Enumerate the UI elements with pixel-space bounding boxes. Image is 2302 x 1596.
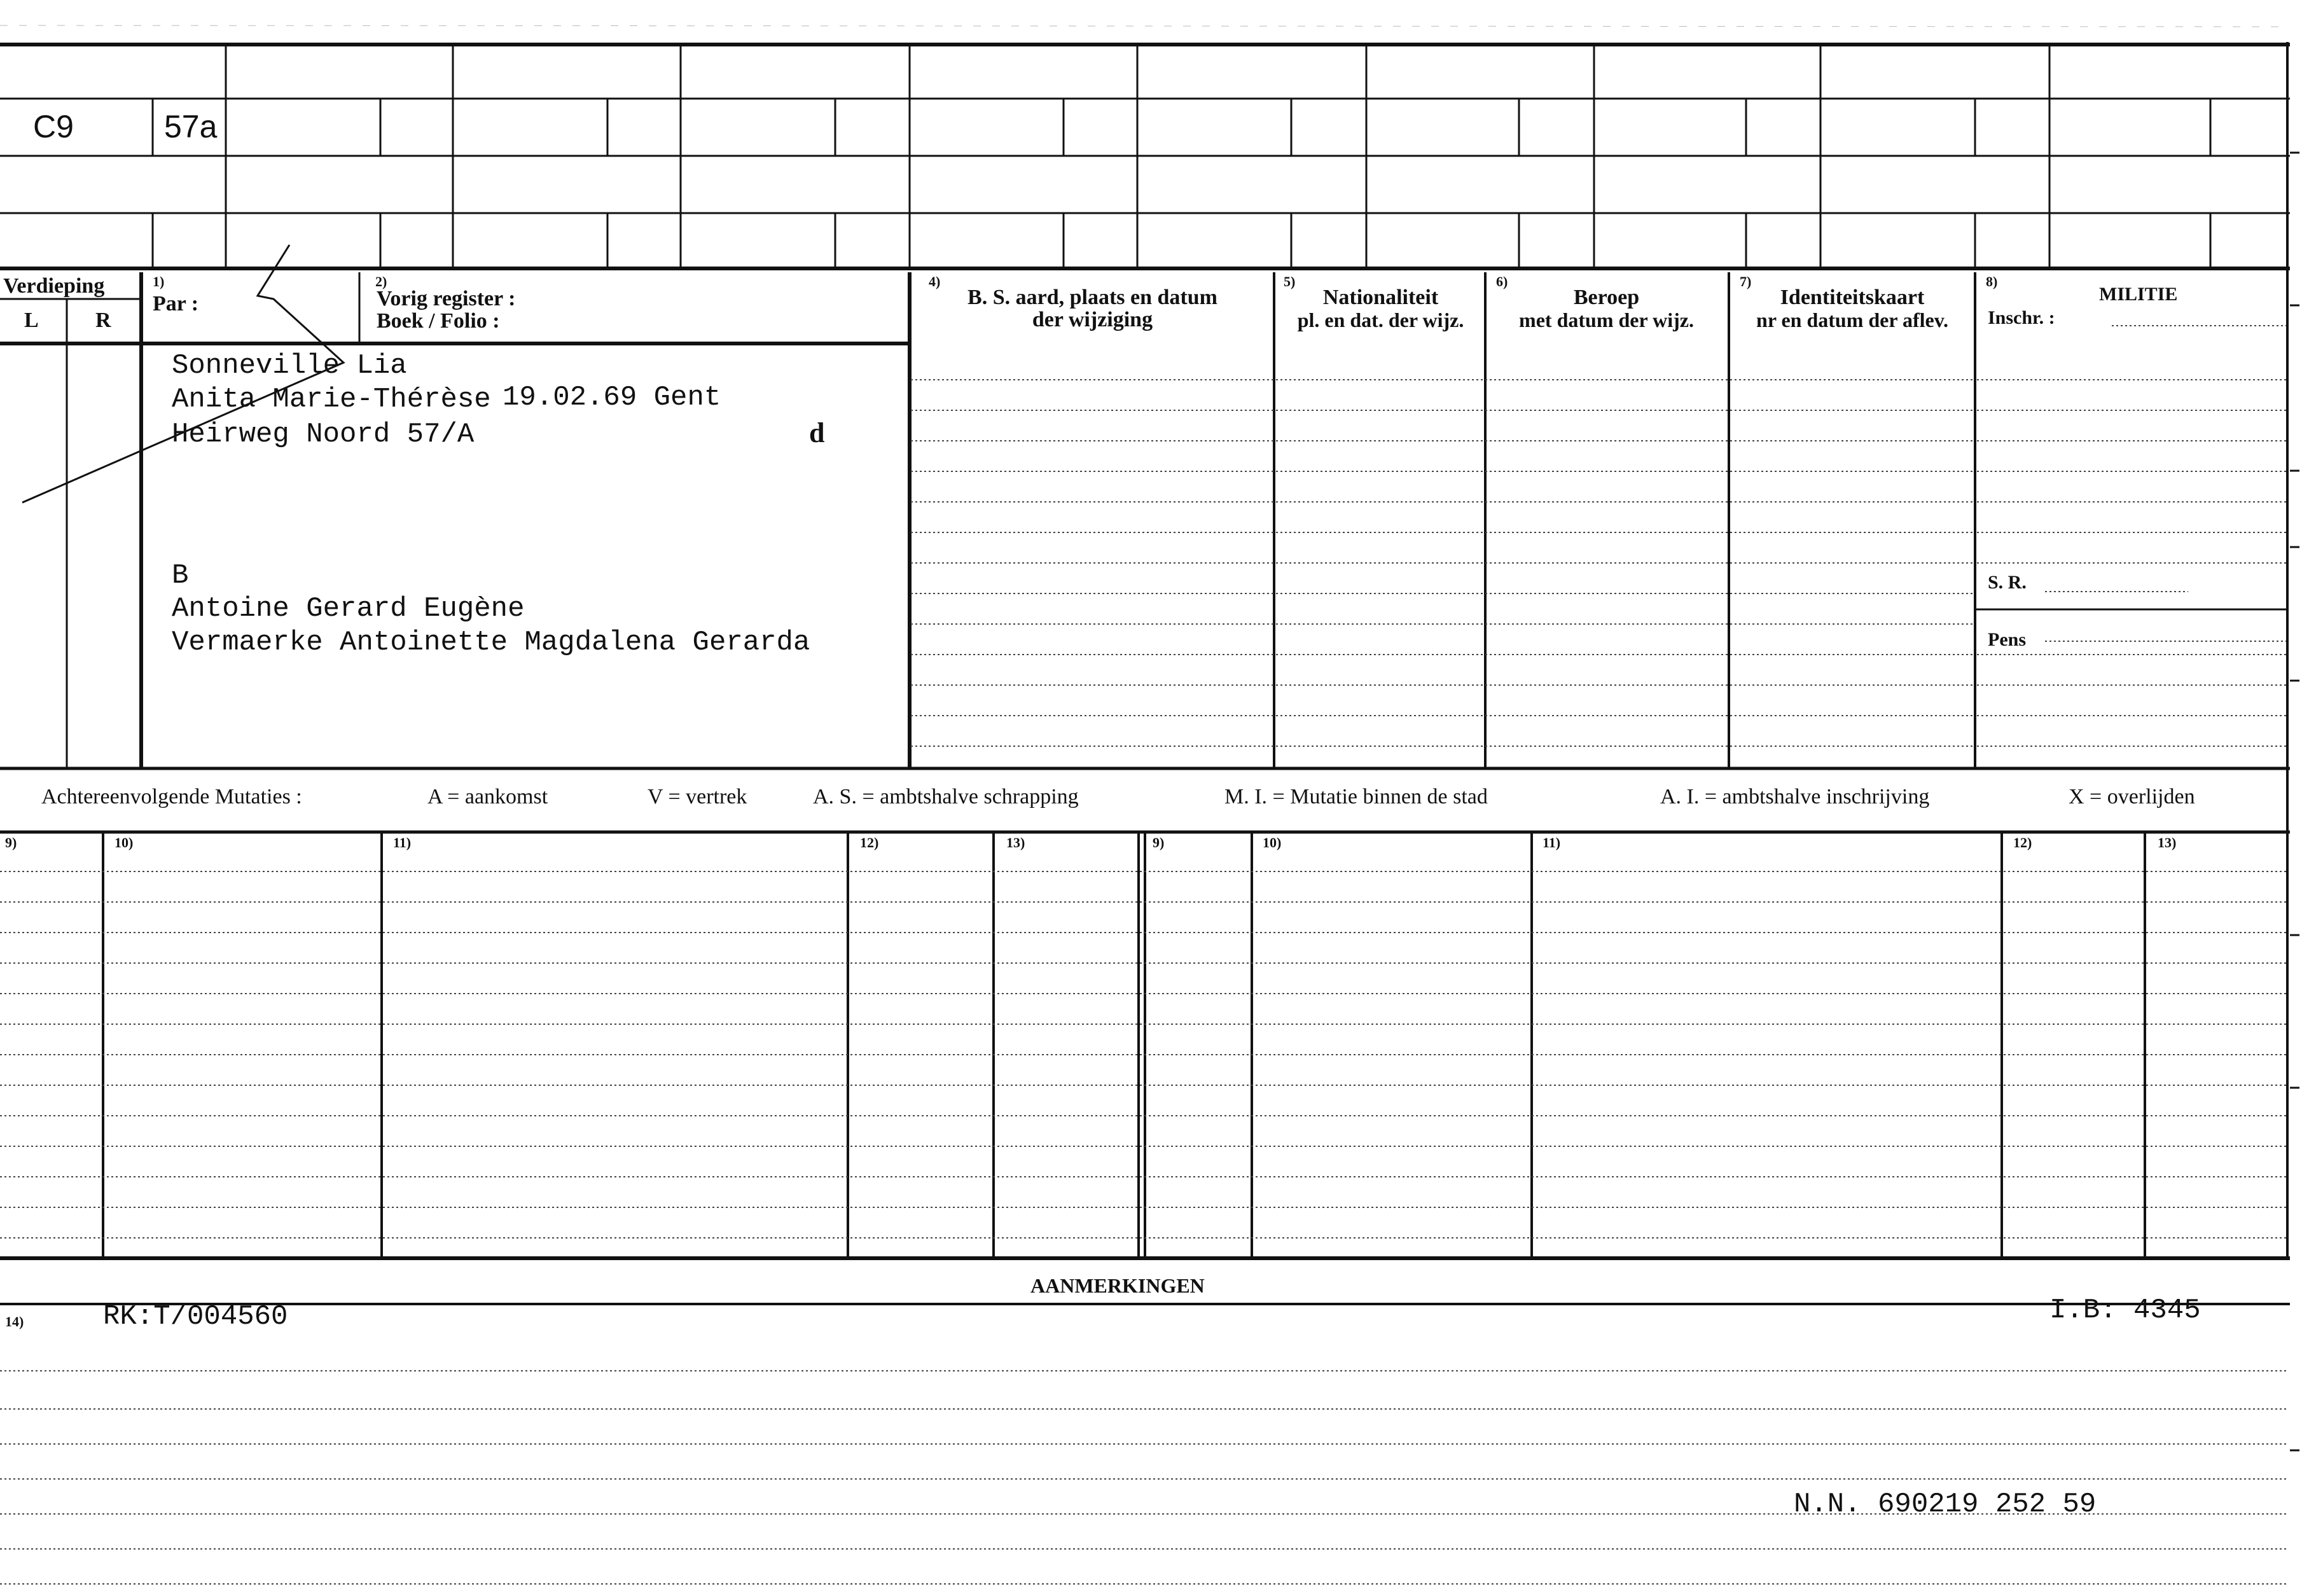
header-r: R — [95, 309, 111, 332]
remarks-ib: I.B: 4345 — [2049, 1294, 2201, 1326]
mut-col-12-left: 12) — [860, 835, 879, 850]
mut-col-9-right: 9) — [1153, 835, 1165, 850]
person-gender: d — [809, 417, 825, 448]
label-sr: S. R. — [1988, 572, 2027, 593]
header-identiteitskaart: Identiteitskaart — [1780, 286, 1925, 309]
header-beroep-sub: met datum der wijz. — [1519, 309, 1694, 331]
person-father: Antoine Gerard Eugène — [172, 593, 525, 625]
mutation-vertrek: V = vertrek — [648, 785, 747, 808]
remarks-nn: N.N. 690219 252 59 — [1794, 1488, 2097, 1520]
person-given-names: Anita Marie-Thérèse — [172, 384, 491, 415]
header-nationaliteit-sub: pl. en dat. der wijz. — [1297, 309, 1464, 331]
code-left: C9 — [33, 109, 74, 144]
header-inschr: Inschr. : — [1988, 307, 2055, 328]
remarks-num: 14) — [5, 1314, 24, 1329]
remarks-title: AANMERKINGEN — [1030, 1274, 1205, 1297]
header-8-num: 8) — [1986, 274, 1998, 289]
mutation-ambtshalve-inschrijving: A. I. = ambtshalve inschrijving — [1660, 785, 1930, 808]
header-der-wijziging: der wijziging — [1032, 308, 1153, 331]
code-right: 57a — [164, 109, 218, 144]
mut-col-11-left: 11) — [393, 835, 412, 850]
person-mother: Vermaerke Antoinette Magdalena Gerarda — [172, 627, 810, 658]
header-bs-aard: B. S. aard, plaats en datum — [967, 286, 1217, 309]
header-vorig-register: Vorig register : — [377, 287, 516, 310]
header-2-num: 2) — [375, 274, 387, 289]
mutation-aankomst: A = aankomst — [427, 785, 548, 808]
header-5-num: 5) — [1284, 274, 1296, 289]
remarks-rk: RK:T/004560 — [103, 1301, 288, 1333]
header-identiteitskaart-sub: nr en datum der aflev. — [1756, 309, 1948, 331]
header-1-num: 1) — [153, 274, 165, 289]
mut-col-13-left: 13) — [1006, 835, 1025, 850]
mutations-title: Achtereenvolgende Mutaties : — [41, 785, 302, 808]
person-surname: Sonneville Lia — [172, 350, 407, 382]
mut-col-12-right: 12) — [2013, 835, 2032, 850]
mutation-overlijden: X = overlijden — [2069, 785, 2195, 808]
header-beroep: Beroep — [1573, 286, 1640, 309]
label-pens: Pens — [1988, 629, 2026, 650]
header-6-num: 6) — [1496, 274, 1508, 289]
header-7-num: 7) — [1740, 274, 1752, 289]
person-address: Heirweg Noord 57/A — [172, 419, 475, 450]
header-4-num: 4) — [929, 274, 941, 289]
mut-col-13-right: 13) — [2158, 835, 2177, 850]
header-par: Par : — [153, 292, 199, 316]
header-l: L — [24, 309, 39, 332]
person-birth: 19.02.69 Gent — [503, 382, 721, 413]
mut-col-9-left: 9) — [5, 835, 17, 850]
person-b-label: B — [172, 560, 189, 592]
mut-col-11-right: 11) — [1543, 835, 1561, 850]
mut-col-10-right: 10) — [1263, 835, 1282, 850]
header-verdieping: Verdieping — [3, 274, 105, 298]
header-militie: MILITIE — [2099, 284, 2178, 305]
mutation-binnen-stad: M. I. = Mutatie binnen de stad — [1224, 785, 1488, 808]
header-boek-folio: Boek / Folio : — [377, 309, 500, 333]
mut-col-10-left: 10) — [114, 835, 134, 850]
mutation-ambtshalve-schrapping: A. S. = ambtshalve schrapping — [813, 785, 1079, 808]
header-nationaliteit: Nationaliteit — [1322, 286, 1439, 309]
